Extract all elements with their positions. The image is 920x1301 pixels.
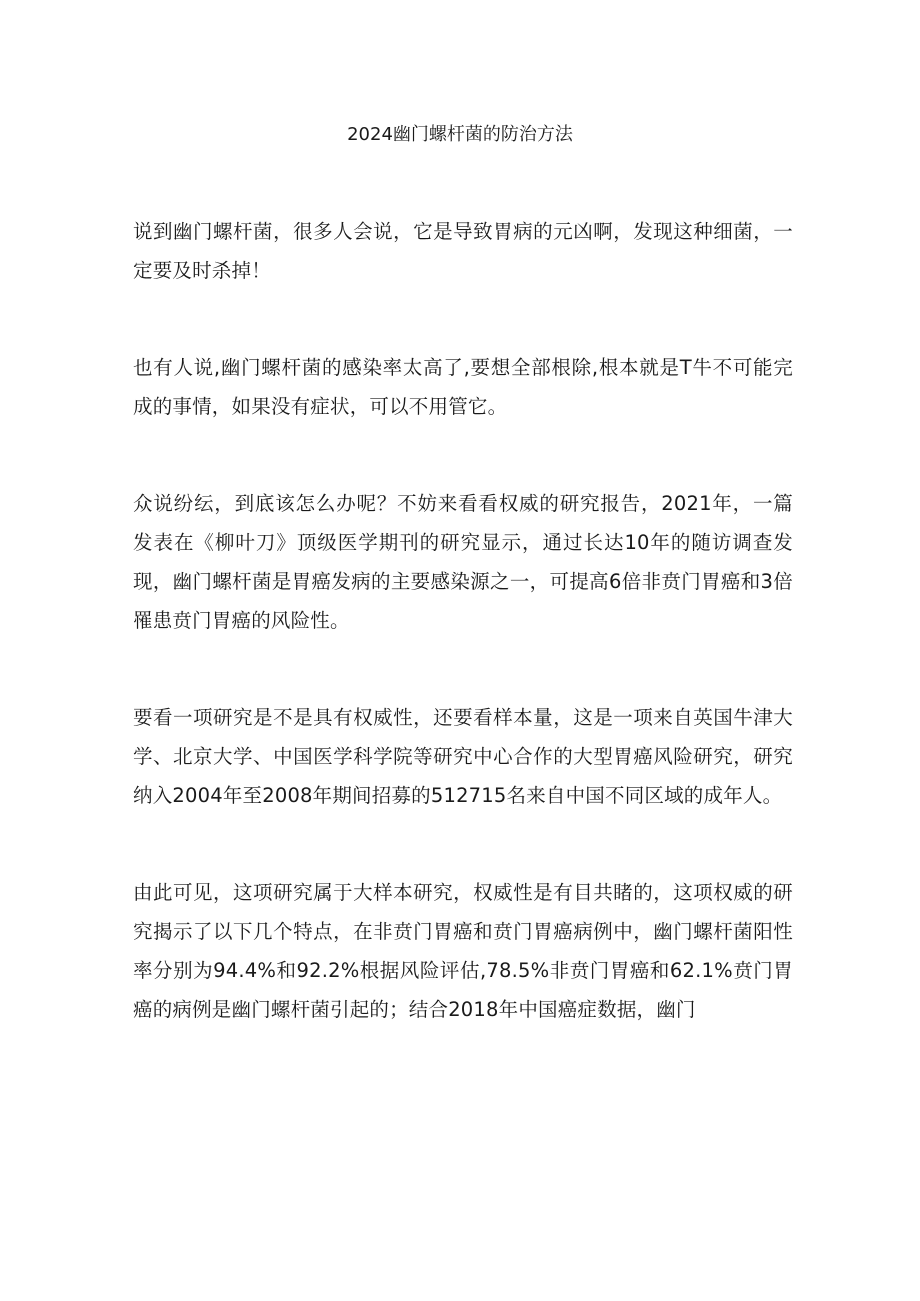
paragraph-5: 由此可见，这项研究属于大样本研究，权威性是有目共睹的，这项权威的研究揭示了以下几个特点，在非贲门胃癌和贲门胃癌病例中，幽门螺杆菌阳性率分别为94.4%和92.2%根据风险评估,78.5%非贲门胃癌和62.1%贲门胃癌的病例是幽门螺杆菌引起的；结合2018年中国癌症数据，幽门 <box>133 881 793 1021</box>
paragraph-3: 众说纷纭，到底该怎么办呢？不妨来看看权威的研究报告，2021年，一篇发表在《柳叶刀》顶级医学期刊的研究显示，通过长达10年的随访调查发现，幽门螺杆菌是胃癌发病的主要感染源之一，可提高6倍非贲门胃癌和3倍罹患贲门胃癌的风险性。 <box>133 492 793 632</box>
document-body <box>133 212 793 1029</box>
paragraph-2: 也有人说,幽门螺杆菌的感染率太高了,要想全部根除,根本就是T牛不可能完成的事情，如果没有症状，可以不用管它。 <box>133 356 793 418</box>
document-title: 2024幽门螺杆菌的防治方法 <box>347 124 573 145</box>
paragraph-4: 要看一项研究是不是具有权威性，还要看样本量，这是一项来自英国牛津大学、北京大学、中国医学科学院等研究中心合作的大型胃癌风险研究，研究纳入2004年至2008年期间招募的512715名来自中国不同区域的成年人。 <box>133 706 793 807</box>
paragraph-1: 说到幽门螺杆菌，很多人会说，它是导致胃病的元凶啊，发现这种细菌，一定要及时杀掉！ <box>133 220 793 282</box>
